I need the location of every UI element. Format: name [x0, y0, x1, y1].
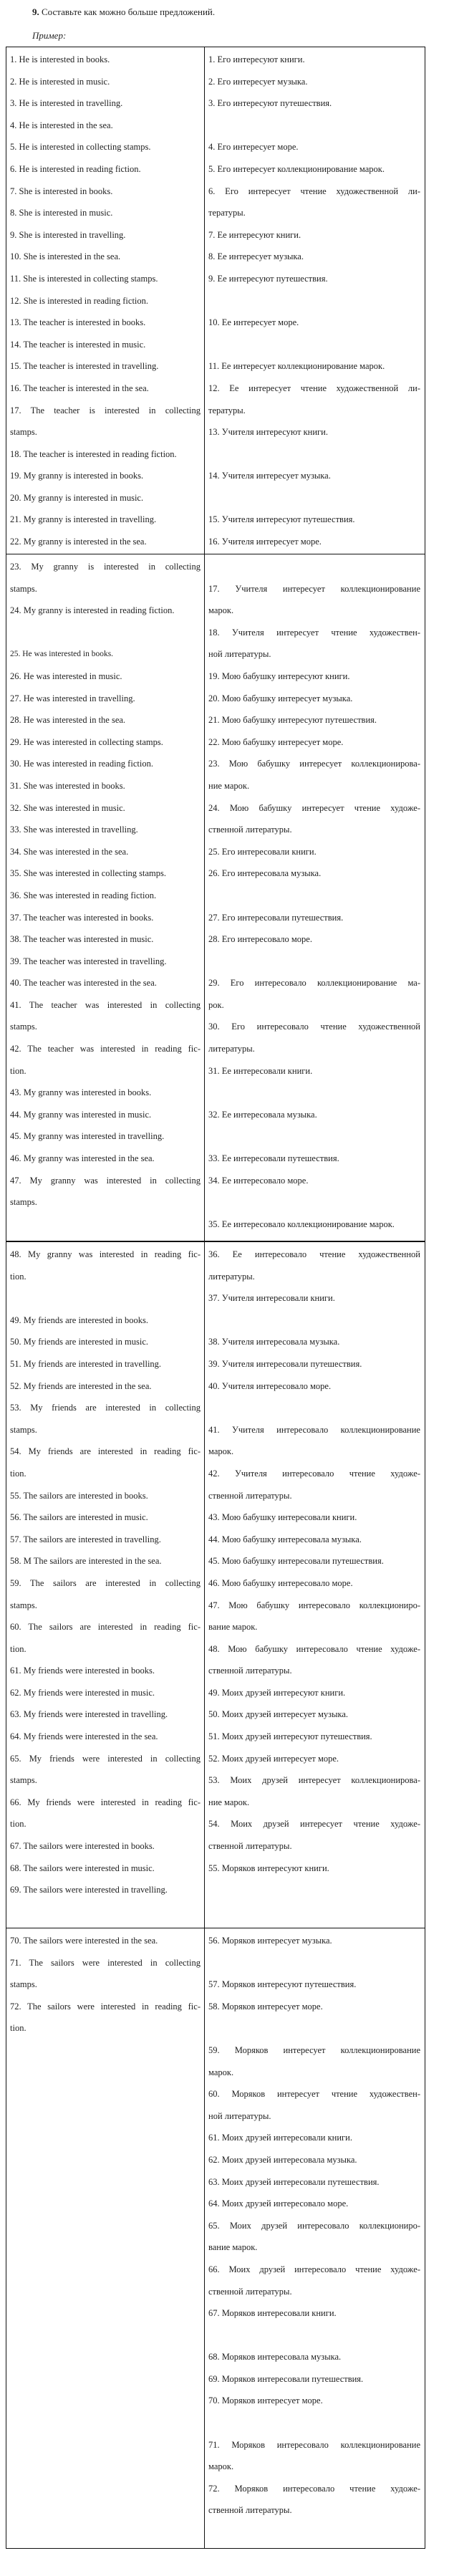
- sentence-line: 3. Его интересуют путешествия.: [208, 98, 332, 109]
- sentence-line: 25. Его интересовали книги.: [208, 846, 317, 857]
- sentence-line: 45. Мою бабушку интересовали путешествия.: [208, 1556, 384, 1567]
- english-cell: [6, 1242, 205, 1928]
- sentence-line: 4. He is interested in the sea.: [10, 120, 113, 130]
- sentence-line: 23. Мою бабушку интересует коллекционирова-: [208, 759, 420, 769]
- sentence-line: 31. She was interested in books.: [10, 780, 125, 791]
- sentence-line: ственной литературы.: [208, 2286, 292, 2297]
- sentence-line: 18. Учителя интересует чтение художествен-: [208, 627, 420, 638]
- exercise-title: [32, 6, 215, 18]
- sentence-line: вание марок.: [208, 1622, 258, 1633]
- sentence-line: 63. Моих друзей интересовали путешествия.: [208, 2176, 380, 2187]
- sentence-line: 39. Учителя интересовали путешествия.: [208, 1358, 362, 1369]
- sentence-line: 71. The sailors were interested in collecting: [10, 1957, 201, 1968]
- sentence-line: 71. Моряков интересовало коллекционирование: [208, 2439, 420, 2450]
- sentence-line: ние марок.: [208, 1797, 250, 1807]
- sentence-line: литературы.: [208, 1271, 255, 1282]
- russian-cell: [205, 47, 424, 554]
- sentence-line: 46. My granny was interested in the sea.: [10, 1153, 155, 1164]
- sentence-line: 13. Учителя интересуют книги.: [208, 427, 328, 438]
- sentence-line: 42. Учителя интересовало чтение художе-: [208, 1468, 420, 1479]
- sentence-line: 16. The teacher is interested in the sea.: [10, 383, 149, 393]
- sentence-line: 12. She is interested in reading fiction.: [10, 295, 149, 306]
- sentence-line: 41. The teacher was interested in collecting: [10, 999, 201, 1010]
- sentence-line: 9. Ее интересуют путешествия.: [208, 273, 328, 284]
- sentence-line: 47. My granny was interested in collecting: [10, 1175, 201, 1186]
- sentence-line: 58. M The sailors are interested in the sea.: [10, 1556, 162, 1567]
- blank-line: [208, 1952, 420, 1974]
- sentence-line: 44. Мою бабушку интересовала музыка.: [208, 1534, 362, 1544]
- sentence-line: 58. Моряков интересует море.: [208, 2001, 323, 2012]
- sentence-line: 29. He was interested in collecting stamps.: [10, 736, 163, 747]
- sentence-line: 14. The teacher is interested in music.: [10, 339, 146, 350]
- sentence-line: 40. The teacher was interested in the sea.: [10, 978, 157, 989]
- sentence-line: 7. Ее интересуют книги.: [208, 229, 301, 240]
- sentence-line: тературы.: [208, 405, 246, 415]
- sentence-line: tion.: [10, 1271, 26, 1282]
- sentence-line: 15. The teacher is interested in travelling.: [10, 361, 159, 372]
- sentence-line: 67. The sailors were interested in books.: [10, 1841, 155, 1852]
- sentence-line: рок.: [208, 999, 224, 1010]
- sentence-line: 47. Мою бабушку интересовало коллекциониро-: [208, 1600, 420, 1610]
- sentence-line: stamps.: [10, 1197, 37, 1208]
- sentence-line: 35. She was interested in collecting stamps.: [10, 868, 167, 879]
- sentence-line: 36. She was interested in reading fiction.: [10, 890, 157, 900]
- blank-line: [208, 1082, 420, 1104]
- sentence-line: tion.: [10, 1468, 26, 1479]
- sentence-line: 30. He was interested in reading fiction.: [10, 759, 153, 769]
- sentence-line: 64. Моих друзей интересовало море.: [208, 2198, 349, 2209]
- sentence-line: 69. The sailors were interested in travelling.: [10, 1885, 168, 1895]
- sentence-line: 22. My granny is interested in the sea.: [10, 537, 147, 547]
- sentence-line: 54. My friends are interested in reading fic-: [10, 1446, 201, 1457]
- sentence-line: 31. Ее интересовали книги.: [208, 1065, 313, 1076]
- blank-line: [208, 443, 420, 466]
- sentence-line: 8. She is interested in music.: [10, 208, 113, 218]
- blank-line: [208, 2017, 420, 2039]
- sentence-line: 66. Моих друзей интересовало чтение художе-: [208, 2264, 420, 2274]
- sentence-line: 9. She is interested in travelling.: [10, 229, 126, 240]
- sentence-line: 61. My friends were interested in books.: [10, 1666, 155, 1676]
- sentence-line: 26. Его интересовала музыка.: [208, 868, 322, 879]
- blank-line: [10, 1287, 201, 1309]
- sentence-line: ственной литературы.: [208, 1490, 292, 1501]
- sentence-line: stamps.: [10, 583, 37, 594]
- english-cell: [6, 47, 205, 554]
- sentence-line: 32. She was interested in music.: [10, 802, 125, 813]
- sentence-line: 57. The sailors are interested in travelling.: [10, 1534, 161, 1544]
- sentence-line: 25. He was interested in books.: [10, 650, 114, 659]
- sentence-line: 5. Его интересует коллекционирование марок.: [208, 163, 385, 174]
- sentence-line: 55. Моряков интересуют книги.: [208, 1863, 329, 1873]
- sentence-line: 49. Моих друзей интересуют книги.: [208, 1687, 346, 1698]
- sentence-line: stamps.: [10, 427, 37, 438]
- sentence-line: 6. He is interested in reading fiction.: [10, 163, 141, 174]
- sentence-line: 72. Моряков интересовало чтение художе-: [208, 2483, 420, 2494]
- sentence-line: 52. Моих друзей интересует море.: [208, 1753, 339, 1764]
- sentence-line: 2. He is interested in music.: [10, 76, 110, 87]
- sentence-line: 65. Моих друзей интересовало коллекциониро-: [208, 2220, 420, 2231]
- sentence-line: 7. She is interested in books.: [10, 186, 113, 196]
- sentence-line: 33. She was interested in travelling.: [10, 825, 138, 835]
- sentence-line: 67. Моряков интересовали книги.: [208, 2308, 337, 2319]
- blank-line: [208, 115, 420, 137]
- sentence-line: марок.: [208, 605, 234, 616]
- sentence-line: 34. She was interested in the sea.: [10, 846, 129, 857]
- sentence-line: 41. Учителя интересовало коллекционирование: [208, 1424, 420, 1435]
- sentence-line: 33. Ее интересовали путешествия.: [208, 1153, 339, 1164]
- sentence-line: 64. My friends were interested in the sea.: [10, 1731, 158, 1742]
- sentence-line: 63. My friends were interested in travelling.: [10, 1709, 168, 1720]
- sentence-line: 24. My granny is interested in reading fiction.: [10, 605, 175, 616]
- sentence-line: литературы.: [208, 1044, 255, 1054]
- sentence-line: 20. Мою бабушку интересует музыка.: [208, 693, 353, 703]
- sentence-line: 55. The sailors are interested in books.: [10, 1490, 148, 1501]
- sentence-line: 28. Его интересовало море.: [208, 934, 312, 945]
- sentence-line: 62. My friends were interested in music.: [10, 1687, 155, 1698]
- sentence-line: 59. The sailors are interested in collecting: [10, 1577, 201, 1588]
- sentence-line: 30. Его интересовало чтение художественной: [208, 1022, 420, 1032]
- blank-line: [208, 334, 420, 356]
- sentence-line: 19. Мою бабушку интересуют книги.: [208, 671, 350, 681]
- sentence-line: 6. Его интересует чтение художественной ли-: [208, 186, 420, 196]
- sentence-line: 5. He is interested in collecting stamps.: [10, 142, 151, 153]
- exercise-number: 9.: [32, 6, 39, 17]
- sentence-line: 43. Мою бабушку интересовали книги.: [208, 1512, 357, 1523]
- sentence-line: stamps.: [10, 1022, 37, 1032]
- sentence-line: 68. Моряков интересовала музыка.: [208, 2352, 342, 2363]
- sentence-line: марок.: [208, 2067, 234, 2077]
- sentence-line: 10. Ее интересует море.: [208, 317, 299, 328]
- sentence-line: 24. Мою бабушку интересует чтение художе-: [208, 802, 420, 813]
- sentence-line: марок.: [208, 1446, 234, 1457]
- sentence-line: 53. Моих друзей интересует коллекционирова-: [208, 1775, 420, 1786]
- sentence-line: 39. The teacher was interested in travelling.: [10, 956, 167, 966]
- sentence-line: 14. Учителя интересует музыка.: [208, 471, 331, 481]
- sentence-line: ственной литературы.: [208, 1666, 292, 1676]
- sentence-line: stamps.: [10, 1600, 37, 1610]
- blank-line: [208, 1125, 420, 1148]
- blank-line: [208, 2325, 420, 2347]
- sentence-line: 21. Мою бабушку интересуют путешествия.: [208, 715, 377, 726]
- sentence-line: 2. Его интересует музыка.: [208, 76, 308, 87]
- sentence-line: ственной литературы.: [208, 825, 292, 835]
- sentence-line: 13. The teacher is interested in books.: [10, 317, 146, 328]
- blank-line: [208, 556, 420, 578]
- sentence-line: 38. Учителя интересовала музыка.: [208, 1337, 340, 1347]
- sentence-line: тературы.: [208, 208, 246, 218]
- sentence-line: 44. My granny was interested in music.: [10, 1109, 152, 1120]
- sentence-line: tion.: [10, 1819, 26, 1830]
- sentence-line: 60. The sailors are interested in reading fic-: [10, 1622, 201, 1633]
- sentence-line: 15. Учителя интересуют путешествия.: [208, 514, 355, 525]
- sentence-line: 36. Ее интересовало чтение художественной: [208, 1249, 420, 1259]
- sentence-line: 54. Моих друзей интересует чтение художе-: [208, 1819, 420, 1830]
- sentence-line: 17. Учителя интересует коллекционирование: [208, 583, 420, 594]
- sentence-line: 10. She is interested in the sea.: [10, 251, 121, 262]
- sentence-line: 1. He is interested in books.: [10, 54, 110, 64]
- blank-line: [208, 1309, 420, 1332]
- sentence-line: 66. My friends were interested in reading fic-: [10, 1797, 201, 1807]
- sentence-line: 11. Ее интересует коллекционирование марок.: [208, 361, 385, 372]
- sentence-line: tion.: [10, 1643, 26, 1654]
- blank-line: [208, 2412, 420, 2434]
- sentence-line: 16. Учителя интересует море.: [208, 537, 322, 547]
- sentence-line: 1. Его интересуют книги.: [208, 54, 305, 64]
- sentence-line: 29. Его интересовало коллекционирование ма-: [208, 978, 420, 989]
- blank-line: [208, 1191, 420, 1213]
- sentence-line: 59. Моряков интересует коллекционирование: [208, 2044, 420, 2055]
- sentences-table: [6, 47, 425, 2549]
- sentence-line: ние марок.: [208, 780, 250, 791]
- sentence-line: 43. My granny was interested in books.: [10, 1087, 152, 1098]
- sentence-line: 4. Его интересует море.: [208, 142, 299, 153]
- sentence-line: 61. Моих друзей интересовали книги.: [208, 2133, 353, 2143]
- sentence-line: 37. The teacher was interested in books.: [10, 912, 154, 923]
- sentence-line: 48. Мою бабушку интересовало чтение художе-: [208, 1643, 420, 1654]
- sentence-line: 35. Ее интересовало коллекционирование марок.: [208, 1219, 395, 1229]
- table-row: [6, 1241, 425, 1928]
- blank-line: [208, 885, 420, 907]
- sentence-line: 70. Моряков интересует море.: [208, 2395, 323, 2406]
- sentence-line: 51. Моих друзей интересуют путешествия.: [208, 1731, 372, 1742]
- sentence-line: 11. She is interested in collecting stamps.: [10, 273, 158, 284]
- sentence-line: 21. My granny is interested in travelling.: [10, 514, 157, 525]
- sentence-line: 19. My granny is interested in books.: [10, 471, 144, 481]
- sentence-line: 68. The sailors were interested in music.: [10, 1863, 155, 1873]
- sentence-line: 23. My granny is interested in collecting: [10, 562, 201, 572]
- sentence-line: марок.: [208, 2461, 234, 2472]
- sentence-line: ной литературы.: [208, 649, 271, 660]
- sentence-line: 20. My granny is interested in music.: [10, 492, 144, 503]
- sentence-line: ственной литературы.: [208, 2505, 292, 2516]
- english-cell: [6, 554, 205, 1241]
- sentence-line: 17. The teacher is interested in collecting: [10, 405, 201, 415]
- table-row: [6, 1928, 425, 2548]
- sentence-line: 65. My friends were interested in collecting: [10, 1753, 201, 1764]
- sentence-line: 27. He was interested in travelling.: [10, 693, 135, 703]
- example-label: Пример:: [32, 30, 67, 41]
- sentence-line: 45. My granny was interested in travelling.: [10, 1131, 165, 1142]
- sentence-line: вание марок.: [208, 2242, 258, 2253]
- sentence-line: 62. Моих друзей интересовала музыка.: [208, 2154, 357, 2165]
- sentence-line: 50. My friends are interested in music.: [10, 1337, 149, 1347]
- sentence-line: 42. The teacher was interested in reading fic-: [10, 1044, 201, 1054]
- sentence-line: 26. He was interested in music.: [10, 671, 122, 681]
- sentence-line: 8. Ее интересует музыка.: [208, 251, 304, 262]
- sentence-line: 38. The teacher was interested in music.: [10, 934, 154, 945]
- sentence-line: stamps.: [10, 1775, 37, 1786]
- sentence-line: stamps.: [10, 1979, 37, 1990]
- exercise-instruction: Составьте как можно больше предложений.: [42, 6, 216, 17]
- sentence-line: 69. Моряков интересовали путешествия.: [208, 2373, 364, 2384]
- sentence-line: 72. The sailors were interested in reading fic-: [10, 2001, 201, 2012]
- sentence-line: tion.: [10, 1065, 26, 1076]
- blank-line: [10, 622, 201, 644]
- sentence-line: 18. The teacher is interested in reading fiction.: [10, 448, 177, 459]
- sentence-line: 22. Мою бабушку интересует море.: [208, 736, 344, 747]
- russian-cell: [205, 554, 424, 1241]
- sentence-line: 46. Мою бабушку интересовало море.: [208, 1577, 353, 1588]
- sentence-line: 70. The sailors were interested in the sea.: [10, 1936, 158, 1946]
- blank-line: [208, 290, 420, 312]
- sentence-line: 37. Учителя интересовали книги.: [208, 1293, 335, 1304]
- sentence-line: 51. My friends are interested in travelling.: [10, 1358, 162, 1369]
- sentence-line: 28. He was interested in the sea.: [10, 715, 126, 726]
- blank-line: [208, 487, 420, 509]
- sentence-line: 60. Моряков интересует чтение художествен-: [208, 2089, 420, 2100]
- sentence-line: 48. My granny was interested in reading fic-: [10, 1249, 201, 1259]
- sentence-line: ственной литературы.: [208, 1841, 292, 1852]
- sentence-line: 40. Учителя интересовало море.: [208, 1380, 332, 1391]
- sentence-line: stamps.: [10, 1424, 37, 1435]
- sentence-line: 34. Ее интересовало море.: [208, 1175, 309, 1186]
- sentence-line: 56. The sailors are interested in music.: [10, 1512, 148, 1523]
- sentence-line: 53. My friends are interested in collecting: [10, 1403, 201, 1413]
- sentence-line: 52. My friends are interested in the sea.: [10, 1380, 152, 1391]
- russian-cell: [205, 1242, 424, 1928]
- sentence-line: 3. He is interested in travelling.: [10, 98, 123, 109]
- table-row: [6, 47, 425, 554]
- sentence-line: 32. Ее интересовала музыка.: [208, 1109, 317, 1120]
- table-row: [6, 554, 425, 1241]
- sentence-line: 49. My friends are interested in books.: [10, 1315, 149, 1325]
- sentence-line: tion.: [10, 2023, 26, 2034]
- russian-cell: [205, 1928, 424, 2548]
- english-cell: [6, 1928, 205, 2548]
- blank-line: [208, 1397, 420, 1419]
- sentence-line: ной литературы.: [208, 2110, 271, 2121]
- sentence-line: 12. Ее интересует чтение художественной ли-: [208, 383, 420, 393]
- blank-line: [208, 951, 420, 973]
- sentence-line: 57. Моряков интересуют путешествия.: [208, 1979, 357, 1990]
- sentence-line: 56. Моряков интересует музыка.: [208, 1936, 332, 1946]
- sentence-line: 50. Моих друзей интересует музыка.: [208, 1709, 349, 1720]
- sentence-line: 27. Его интересовали путешествия.: [208, 912, 344, 923]
